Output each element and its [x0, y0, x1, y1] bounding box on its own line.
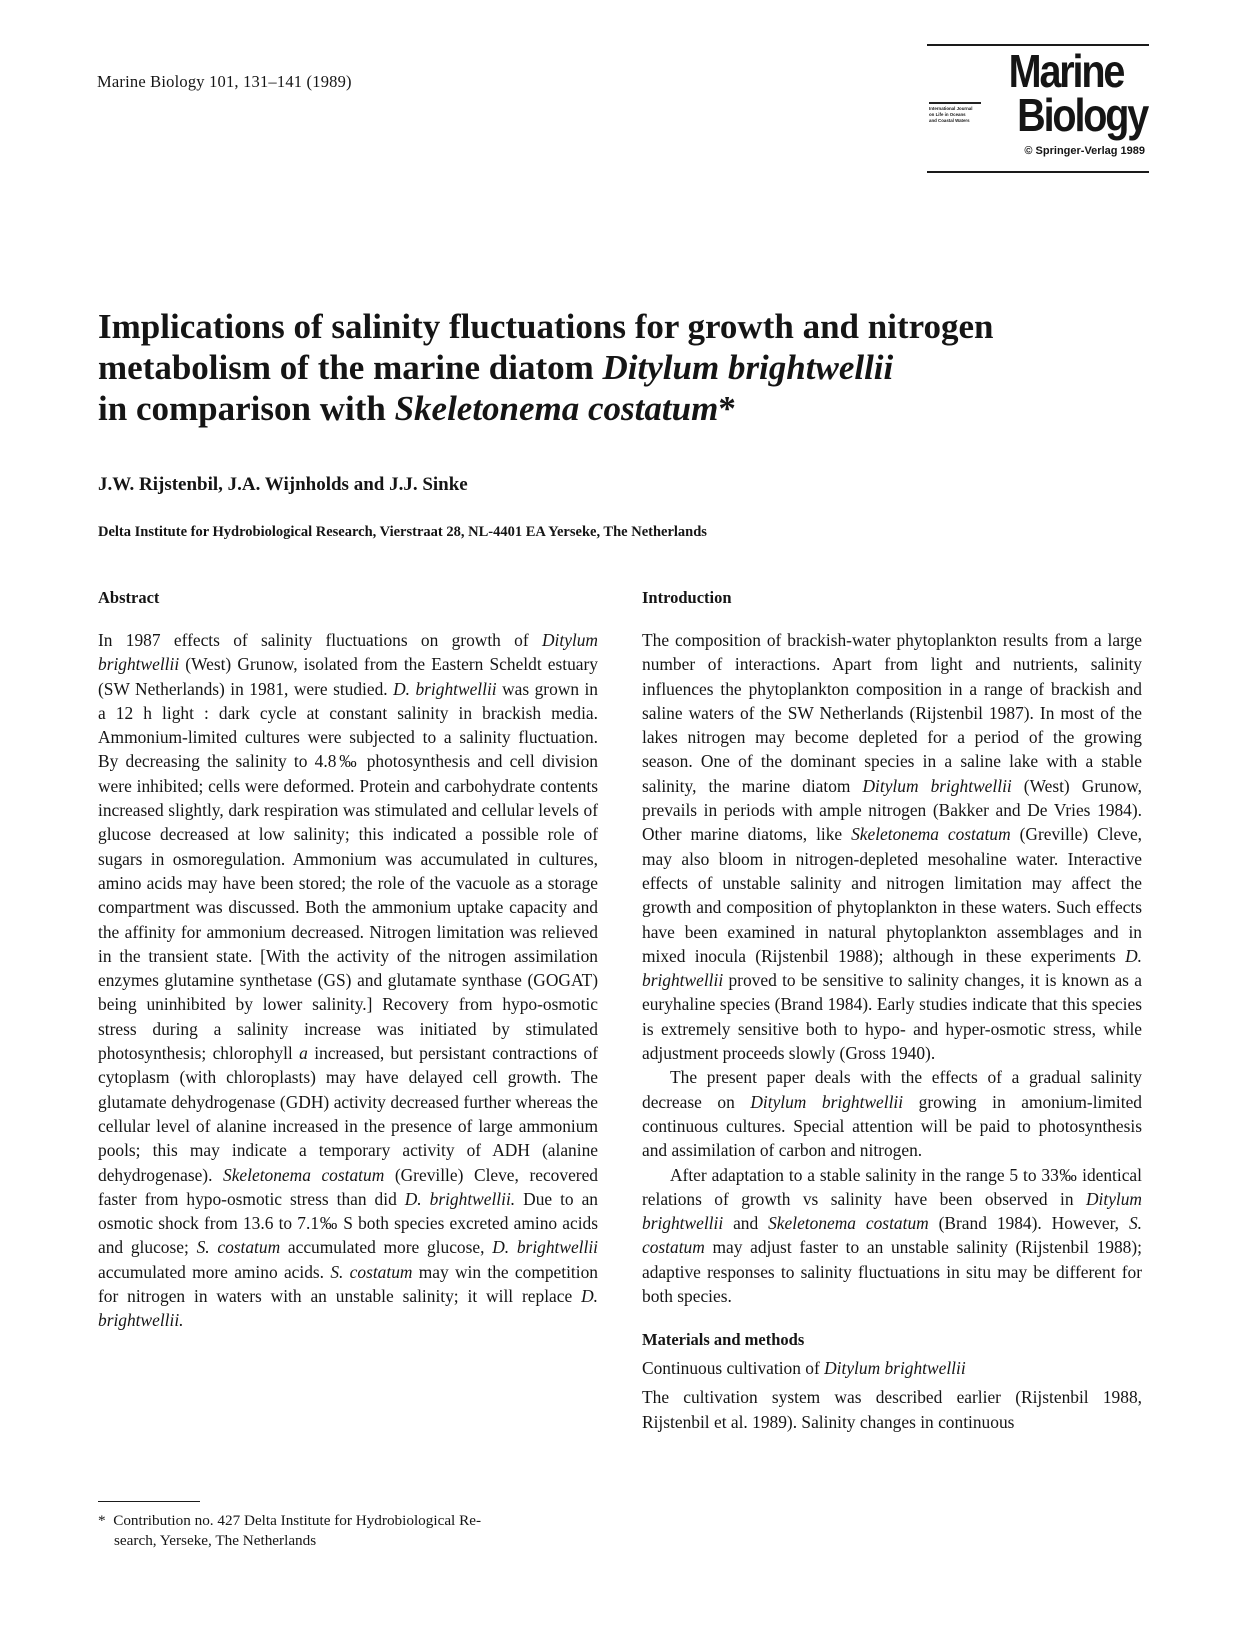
- methods-text: The cultivation system was described earlier (Rijstenbil 1988, Rijstenbil et al. 1989). Salinity changes in continuous: [642, 1387, 1142, 1432]
- introduction-text: [642, 628, 1142, 1308]
- text-run: (West) Grunow, prevails in periods with ample nitrogen (Bakker and De Vries 1984). Other marine diatoms, like: [642, 775, 1142, 845]
- footnote-line-1: Contribution no. 427 Delta Institute for Hydrobiological Re-: [113, 1512, 482, 1529]
- species-name: Ditylum brightwellii: [98, 630, 598, 675]
- footnote-line: [98, 1511, 598, 1531]
- species-name: S. costatum: [196, 1237, 281, 1258]
- footnote-rule: [98, 1501, 200, 1502]
- text-run: may win the competition for nitrogen in waters with an unstable salinity; it will replace: [98, 1261, 598, 1307]
- logo-tagline-bar: [929, 102, 981, 104]
- article-title: [98, 306, 1098, 429]
- abstract-text: [98, 628, 598, 1333]
- introduction-paragraph: [642, 1065, 1142, 1162]
- species-name: Skeletonema costatum: [223, 1164, 385, 1185]
- species-name: Skeletonema costatum: [851, 824, 1011, 845]
- article-authors: J.W. Rijstenbil, J.A. Wijnholds and J.J. Sinke: [98, 474, 468, 495]
- journal-logo: [927, 44, 1149, 172]
- text-run: may adjust faster to an unstable salinity (Rijstenbil 1988); adaptive responses to salinity fluctuations in situ may be different for both species.: [642, 1237, 1142, 1307]
- logo-tagline-line: and Coastal Waters: [929, 118, 970, 123]
- logo-tagline-line: on Life in Oceans: [929, 112, 966, 117]
- logo-tagline: [929, 101, 983, 124]
- species-name: Ditylum brightwellii: [750, 1091, 904, 1112]
- text-run: increased, but persistant contractions of cytoplasm (with chloroplasts) may have delayed cell growth. The glutamate dehydrogenase (GDH) activity decreased further whereas the cellular level of alanine increased in the presence of large ammonium pools; this may indicate a temporary activity of ADH (alanine dehydrogenase).: [98, 1043, 598, 1185]
- logo-word-biology: Biology: [1016, 89, 1147, 141]
- title-text: *: [718, 389, 736, 428]
- article-affiliation: Delta Institute for Hydrobiological Research, Vierstraat 28, NL-4401 EA Yerseke, The Netherlands: [98, 524, 707, 540]
- journal-citation: Marine Biology 101, 131–141 (1989): [97, 72, 352, 91]
- methods-subheading: [642, 1357, 1142, 1379]
- text-run: and: [723, 1213, 769, 1234]
- text-run: proved to be sensitive to salinity changes, it is known as a euryhaline species (Brand 1984). Early studies indicate that this species is extremely sensitive both to hypo- and hyper-osmotic stress, while adjustment proceeds slowly (Gross 1940).: [642, 970, 1142, 1064]
- text-run: Due to an osmotic shock from 13.6 to 7.1‰ S both species excreted amino acids and glucose;: [98, 1188, 599, 1258]
- left-column: [98, 588, 598, 1333]
- title-species-name: Ditylum brightwellii: [602, 348, 894, 387]
- methods-heading: Materials and methods: [642, 1330, 805, 1350]
- species-name: D. brightwellii.: [404, 1188, 516, 1209]
- species-name: D. brightwellii.: [98, 1286, 598, 1331]
- text-run: The composition of brackish-water phytoplankton results from a large number of interactions. Apart from light and nutrients, salinity influences the phytoplankton composition in a range of brackish and saline waters of the SW Netherlands (Rijstenbil 1987). In most of the lakes nitrogen may become depleted for a period of the growing season. One of the dominant species in a saline lake with a stable salinity, the marine diatom: [642, 630, 1142, 796]
- footnote-line-2: search, Yerseke, The Netherlands: [114, 1532, 317, 1549]
- text-run: accumulated more glucose,: [280, 1237, 493, 1258]
- species-name: D. brightwellii: [492, 1237, 599, 1258]
- introduction-paragraph: [642, 628, 1142, 1065]
- title-text: metabolism of the marine diatom: [98, 348, 603, 387]
- abstract-heading: Abstract: [98, 588, 160, 607]
- logo-tagline-line: International Journal: [929, 106, 973, 111]
- text-run: (Greville) Cleve, may also bloom in nitrogen-depleted mesohaline water. Interactive effects of unstable salinity and nitrogen limitation may affect the growth and composition of phytoplankton in these waters. Such effects have been examined in natural phytoplankton assemblages and in mixed inocula (Rijstenbil 1988); although in these experiments: [642, 824, 1143, 966]
- text-run: accumulated more amino acids.: [98, 1261, 331, 1282]
- text-run: After adaptation to a stable salinity in the range 5 to 33‰ identical relations of growth vs salinity have been observed in: [642, 1164, 1142, 1209]
- species-name: a: [299, 1043, 308, 1064]
- title-text: Implications of salinity fluctuations for growth and nitrogen: [98, 307, 994, 346]
- text-run: (Brand 1984). However,: [928, 1213, 1129, 1234]
- title-species-name: Skeletonema costatum: [394, 389, 719, 428]
- text-run: (Greville) Cleve, recovered faster from hypo-osmotic stress than did: [98, 1164, 598, 1209]
- species-name: S. costatum: [642, 1213, 1142, 1258]
- species-name: D. brightwellii: [393, 678, 497, 699]
- text-run: was grown in a 12 h light : dark cycle at constant salinity in brackish media. Ammonium-limited cultures were subjected to a salinity fluctuation. By decreasing the salinity to 4.8‰ photosynthesis and cell division were inhibited; cells were deformed. Protein and carbohydrate contents increased slightly, dark respiration was stimulated and cellular levels of glucose decreased at low salinity; this indicated a possible role of sugars in osmoregulation. Ammonium was accumulated in cultures, amino acids may have been stored; the role of the vacuole as a storage compartment was discussed. Both the ammonium uptake capacity and the affinity for ammonium decreased. Nitrogen limitation was relieved in the transient state. [With the activity of the nitrogen assimilation enzymes glutamine synthetase (GS) and glutamate synthase (GOGAT) being uninhibited by lower salinity.] Recovery from hypo-osmotic stress during a salinity increase was initiated by stimulated photosynthesis; chlorophyll: [98, 678, 598, 1064]
- methods-subheading-text: Continuous cultivation of: [642, 1358, 825, 1379]
- footnote-mark: *: [98, 1512, 106, 1529]
- introduction-paragraph: [642, 1163, 1142, 1309]
- species-name: Ditylum brightwellii: [642, 1188, 1142, 1234]
- right-column: [642, 588, 1142, 1434]
- text-run: In 1987 effects of salinity fluctuations on growth of: [98, 630, 542, 650]
- logo-word-marine: Marine: [1008, 45, 1123, 97]
- footnote: [98, 1511, 598, 1551]
- species-name: S. costatum: [330, 1261, 413, 1282]
- logo-bottom-rule: [927, 171, 1149, 173]
- introduction-heading: Introduction: [642, 588, 732, 607]
- text-run: (West) Grunow, isolated from the Eastern Scheldt estuary (SW Netherlands) in 1981, were studied.: [98, 654, 598, 699]
- species-name: Skeletonema costatum: [768, 1213, 929, 1234]
- methods-subheading-species: Ditylum brightwellii: [824, 1358, 966, 1379]
- text-run: growing in amonium-limited continuous cultures. Special attention will be paid to photosynthesis and assimilation of carbon and nitrogen.: [642, 1091, 1142, 1161]
- species-name: D. brightwellii: [642, 945, 1142, 991]
- logo-copyright: © Springer-Verlag 1989: [1024, 145, 1145, 157]
- title-text: in comparison with: [98, 389, 395, 428]
- species-name: Ditylum brightwellii: [862, 775, 1012, 796]
- text-run: The present paper deals with the effects of a gradual salinity decrease on: [642, 1067, 1142, 1112]
